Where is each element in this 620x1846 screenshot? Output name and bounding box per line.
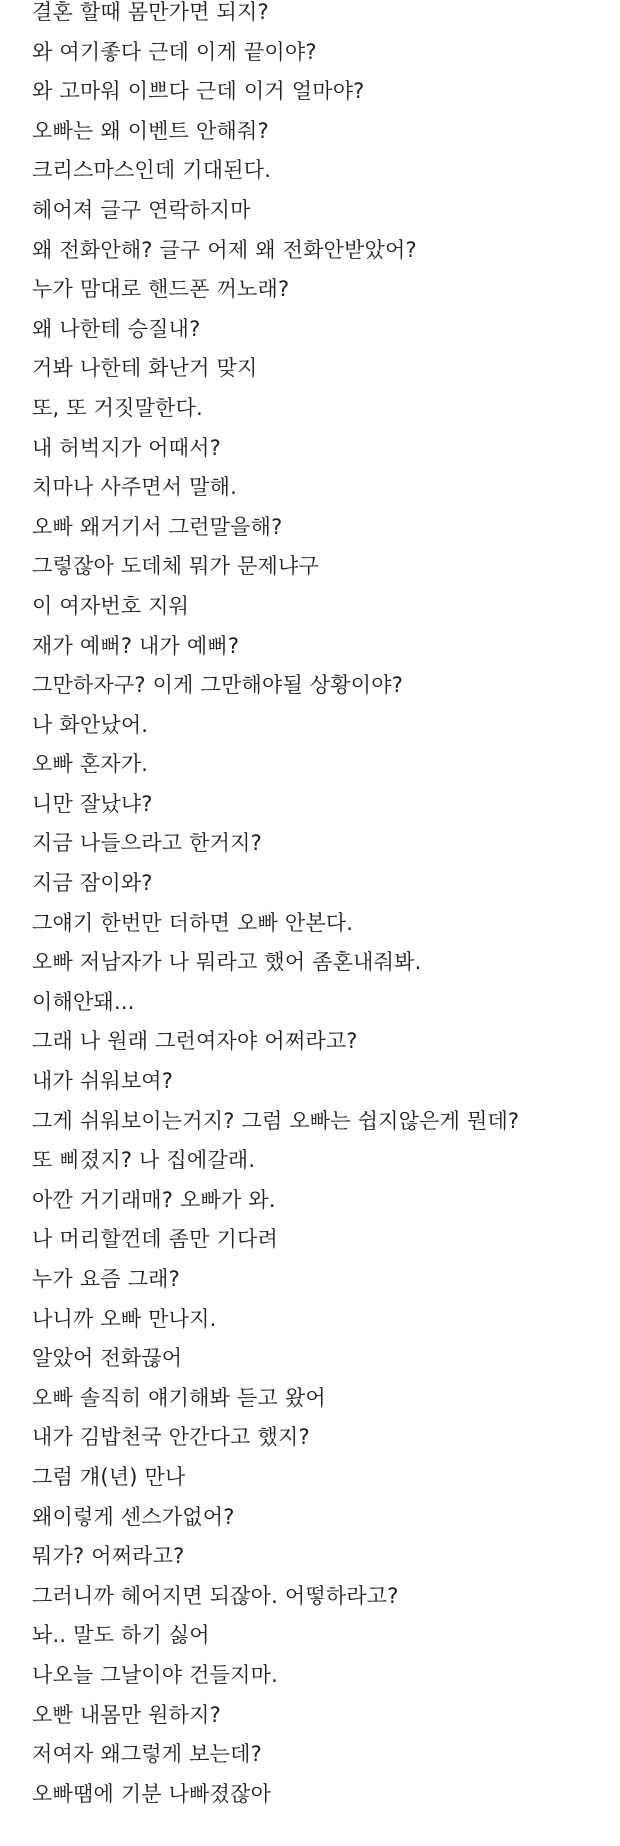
text-line: 놔.. 말도 하기 싫어 (32, 1623, 210, 1648)
text-line: 그게 쉬워보이는거지? 그럼 오빠는 쉽지않은게 뭔데? (32, 1108, 520, 1133)
text-line: 오빤 내몸만 원하지? (32, 1702, 221, 1727)
text-line: 그만하자구? 이게 그만해야될 상황이야? (32, 673, 404, 698)
text-line: 이 여자번호 지워 (32, 593, 190, 618)
text-line: 오빠 혼자가. (32, 752, 149, 777)
text-line: 니만 잘났냐? (32, 791, 153, 816)
text-line: 내 허벅지가 어때서? (32, 435, 221, 460)
text-line: 오빠 저남자가 나 뭐라고 했어 좀혼내줘봐. (32, 950, 422, 975)
text-line: 오빠땜에 기분 나빠졌잖아 (32, 1781, 272, 1806)
text-line: 뭐가? 어쩌라고? (32, 1544, 185, 1569)
text-line: 그럼 걔(년) 만나 (32, 1464, 186, 1489)
text-line: 왜 나한테 승질내? (32, 316, 201, 341)
text-line: 치마나 사주면서 말해. (32, 475, 237, 500)
text-line: 왜 전화안해? 글구 어제 왜 전화안받았어? (32, 237, 417, 262)
text-line: 오빠 왜거기서 그런말을해? (32, 514, 283, 539)
line-list (32, 0, 612, 1814)
text-line: 알았어 전화끊어 (32, 1346, 183, 1371)
text-line: 와 여기좋다 근데 이게 끝이야? (32, 39, 317, 64)
text-line: 오빠 솔직히 얘기해봐 듣고 왔어 (32, 1385, 326, 1410)
text-line: 그렇잖아 도데체 뭐가 문제냐구 (32, 554, 319, 579)
text-line: 왜이렇게 센스가없어? (32, 1504, 235, 1529)
text-line: 나니까 오빠 만나지. (32, 1306, 217, 1331)
text-line: 또 삐졌지? 나 집에갈래. (32, 1148, 256, 1173)
text-line: 지금 잠이와? (32, 871, 153, 896)
text-line: 아깐 거기래매? 오빠가 와. (32, 1187, 276, 1212)
text-line: 거봐 나한테 화난거 맞지 (32, 356, 258, 381)
text-line: 헤어져 글구 연락하지마 (32, 197, 251, 222)
text-line: 누가 맘대로 핸드폰 꺼노래? (32, 277, 290, 302)
text-line: 나오늘 그날이야 건들지마. (32, 1662, 278, 1687)
text-line: 나 머리할껀데 좀만 기다려 (32, 1227, 278, 1252)
text-line: 또, 또 거짓말한다. (32, 395, 203, 420)
text-line: 이해안돼... (32, 989, 135, 1014)
text-line: 재가 예뻐? 내가 예뻐? (32, 633, 240, 658)
text-line: 그래 나 원래 그런여자야 어쩌라고? (32, 1029, 358, 1054)
text-line: 내가 쉬워보여? (32, 1069, 174, 1094)
text-line: 누가 요즘 그래? (32, 1267, 181, 1291)
text-line: 그얘기 한번만 더하면 오빠 안본다. (32, 910, 354, 935)
text-line: 크리스마스인데 기대된다. (32, 158, 272, 183)
text-line: 지금 나들으라고 한거지? (32, 831, 262, 856)
text-line: 결혼 할때 몸만가면 되지? (32, 0, 269, 24)
text-line: 저여자 왜그렇게 보는데? (32, 1742, 262, 1767)
text-line: 내가 김밥천국 안간다고 했지? (32, 1425, 310, 1450)
text-line: 오빠는 왜 이벤트 안해줘? (32, 118, 269, 143)
text-line: 와 고마워 이쁘다 근데 이거 얼마야? (32, 79, 365, 104)
text-line: 그러니까 헤어지면 되잖아. 어떻하라고? (32, 1583, 399, 1608)
text-line: 나 화안났어. (32, 712, 149, 737)
